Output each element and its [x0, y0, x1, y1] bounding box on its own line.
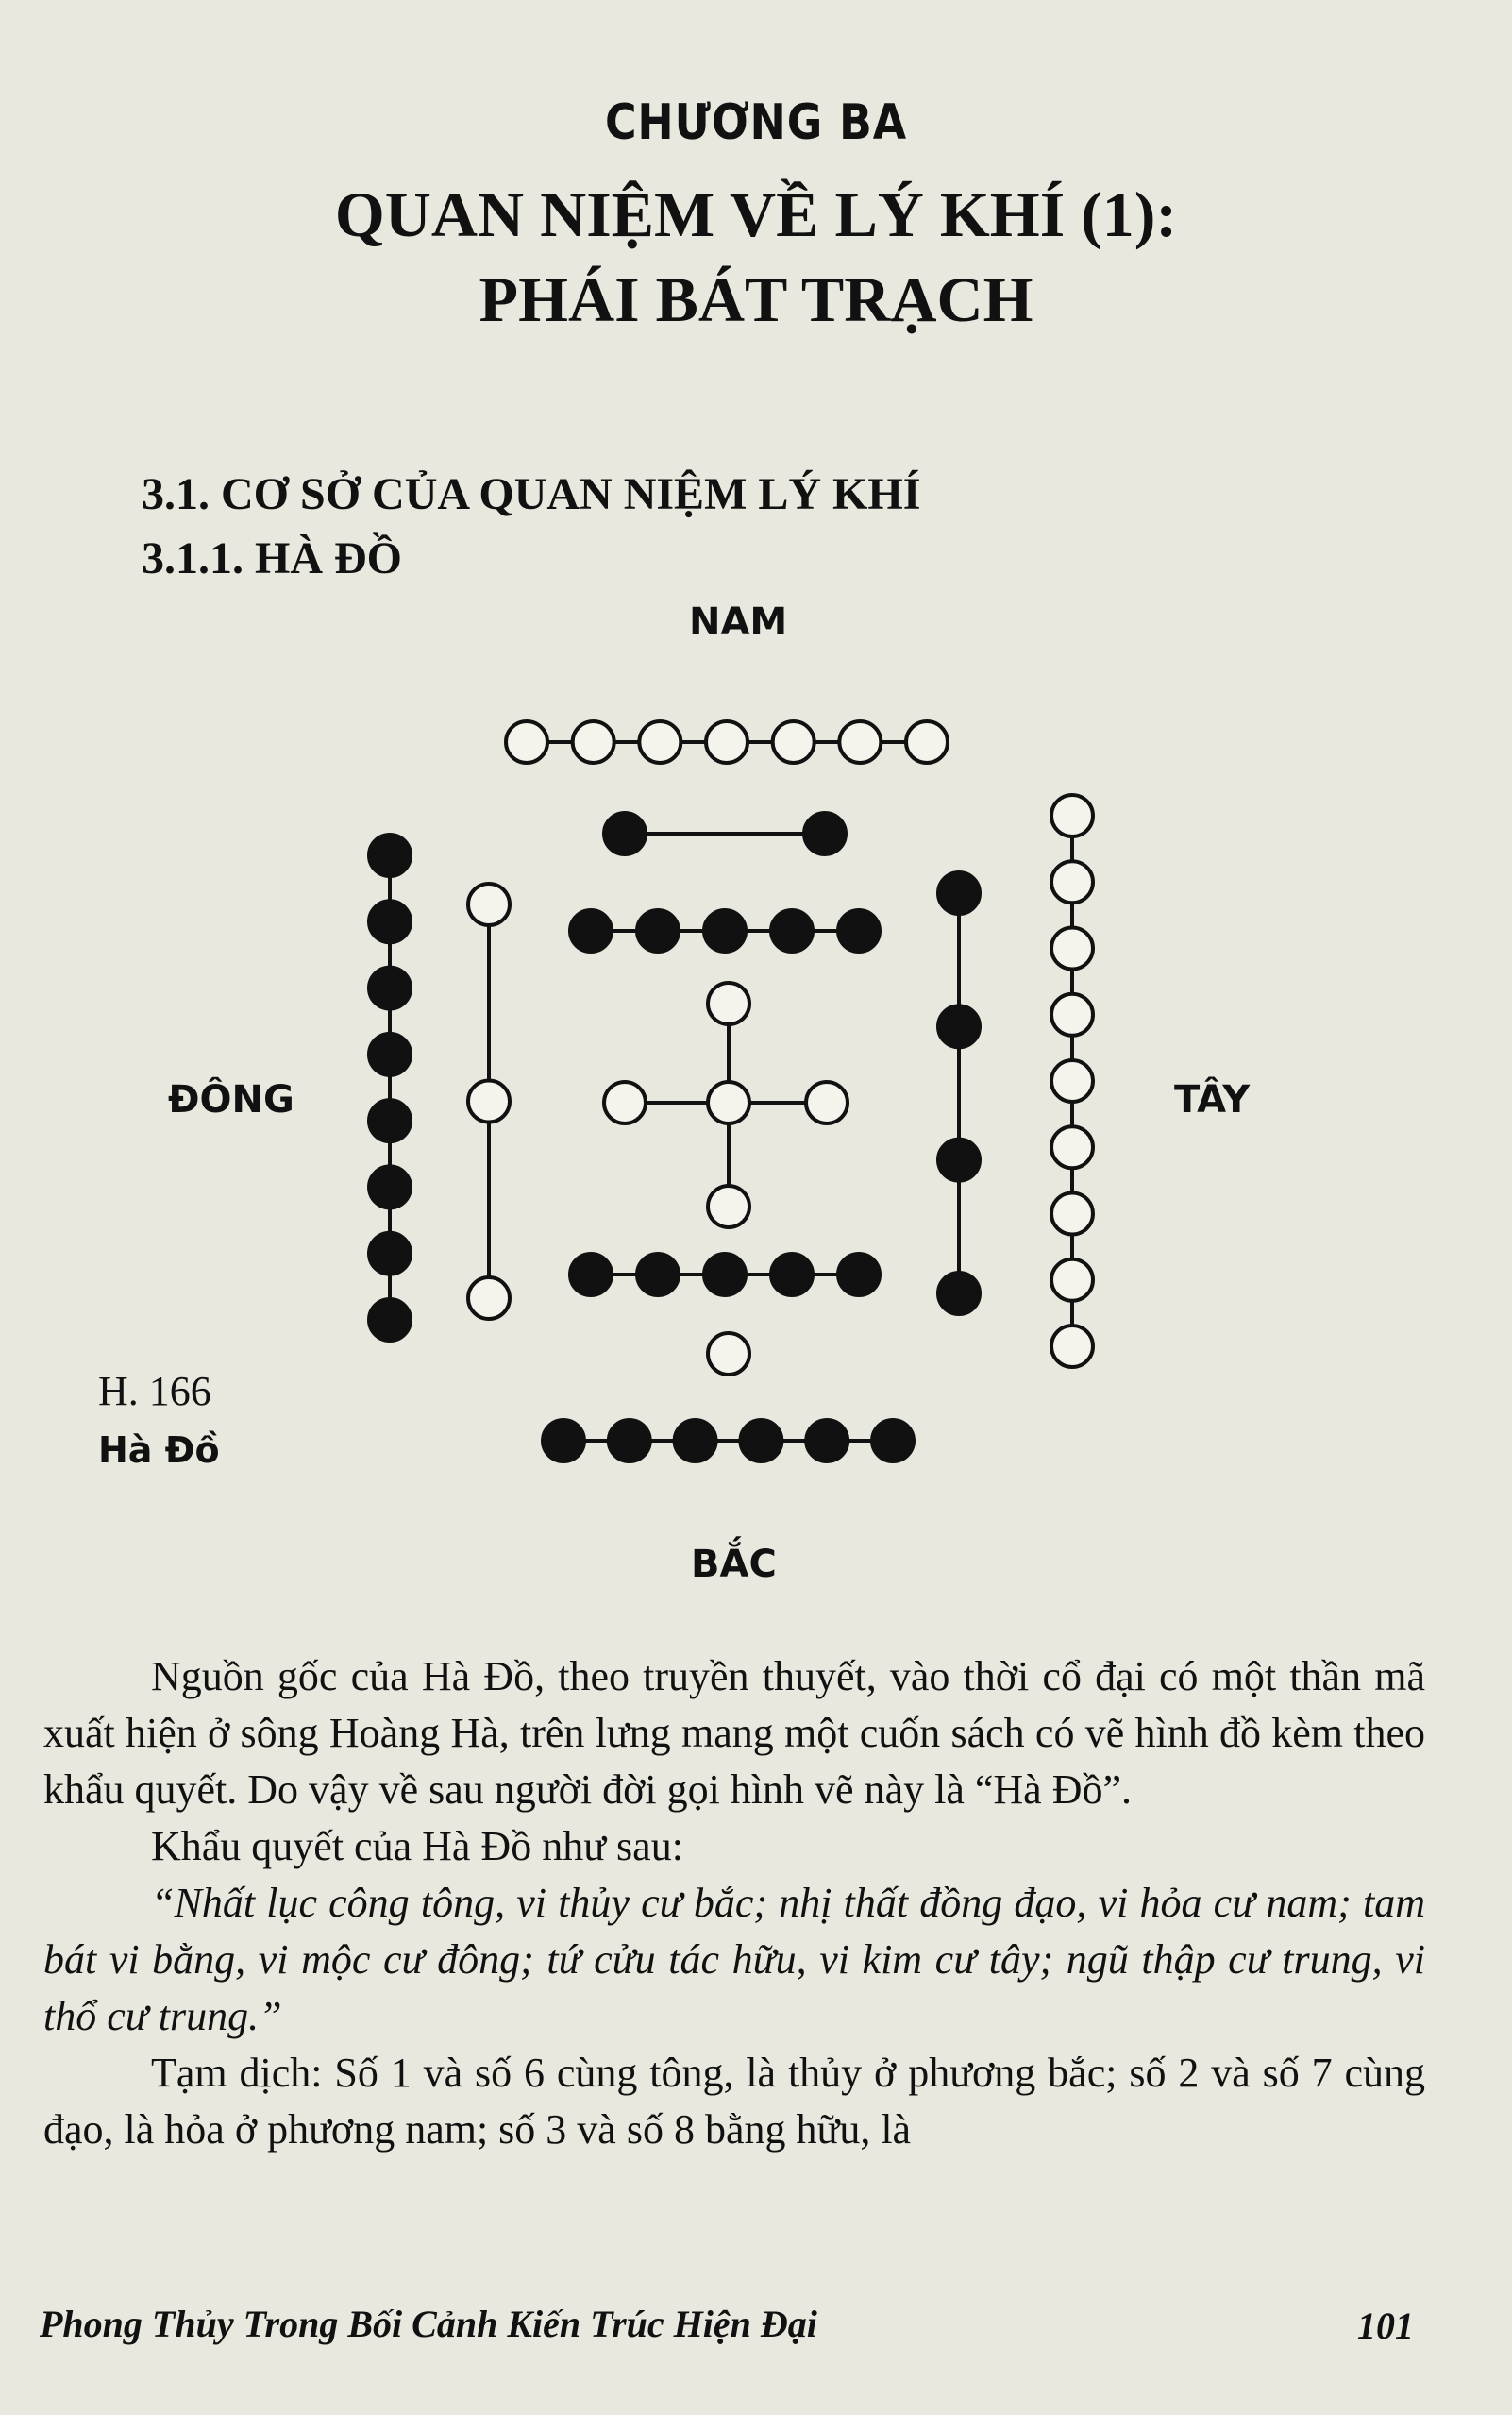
south-outer-row-dot [906, 721, 948, 763]
west-outer-column-dot [1051, 1259, 1093, 1301]
east-outer-column-dot [369, 968, 411, 1009]
south-inner-row-dot [804, 813, 846, 854]
west-outer-column-dot [1051, 795, 1093, 836]
body-text [43, 1648, 1425, 2158]
center-dot [708, 983, 749, 1024]
south-outer-row-dot [573, 721, 614, 763]
direction-label-south: NAM [689, 600, 788, 644]
chapter-title-line-1: QUAN NIỆM VỀ LÝ KHÍ (1): [334, 178, 1178, 250]
west-outer-column-dot [1051, 1060, 1093, 1102]
west-outer-column-dot [1051, 1193, 1093, 1235]
north-outer-row-dot [609, 1420, 650, 1461]
center-dot [708, 1082, 749, 1123]
south-outer-row-dot [773, 721, 815, 763]
north-outer-row-dot [806, 1420, 848, 1461]
center-upper-row-dot [637, 910, 679, 952]
center-upper-row-dot [704, 910, 746, 952]
center-lower-row-dot [637, 1254, 679, 1295]
west-outer-column-dot [1051, 994, 1093, 1036]
center-dot [708, 1186, 749, 1227]
east-outer-column-dot [369, 1034, 411, 1075]
east-outer-column-dot [369, 835, 411, 876]
east-outer-column-dot [369, 1233, 411, 1275]
center-upper-row-dot [838, 910, 880, 952]
figure-caption: Hà Đồ [98, 1429, 220, 1471]
paragraph-origin: Nguồn gốc của Hà Đồ, theo truyền thuyết, vào thời cổ đại có một thần mã xuất hiện ở sông Hoàng Hà, trên lưng mang một cuốn sách có vẽ hình đồ kèm theo khẩu quyết. Do vậy về sau người đời gọi hình vẽ này là “Hà Đồ”. [43, 1653, 1425, 1813]
north-outer-row-dot [740, 1420, 781, 1461]
west-inner-column-dot [938, 872, 980, 914]
south-outer-row-dot [706, 721, 748, 763]
paragraph-formula-intro: Khẩu quyết của Hà Đồ như sau: [151, 1823, 683, 1869]
center-lower-row-dot [704, 1254, 746, 1295]
center-lower-row-dot [570, 1254, 612, 1295]
center-upper-row-dot [771, 910, 813, 952]
chapter-title-line-2: PHÁI BÁT TRẠCH [479, 263, 1033, 335]
east-inner-column-dot [468, 1081, 510, 1123]
east-outer-column-dot [369, 1299, 411, 1341]
north-outer-row-dot [872, 1420, 914, 1461]
north-outer-row-dot [543, 1420, 584, 1461]
south-outer-row-dot [639, 721, 680, 763]
footer-book-title: Phong Thủy Trong Bối Cảnh Kiến Trúc Hiện Đại [40, 2303, 817, 2345]
paragraph-translation: Tạm dịch: Số 1 và số 6 cùng tông, là thủy ở phương bắc; số 2 và số 7 cùng đạo, là hỏa ở phương nam; số 3 và số 8 bằng hữu, là [43, 2050, 1425, 2153]
west-outer-column-dot [1051, 1326, 1093, 1367]
west-outer-column-dot [1051, 861, 1093, 903]
center-upper-row-dot [570, 910, 612, 952]
figure-number: H. 166 [98, 1368, 211, 1414]
page-number: 101 [1357, 2305, 1414, 2347]
east-inner-column-dot [468, 1277, 510, 1319]
center-lower-row-dot [771, 1254, 813, 1295]
east-outer-column-dot [369, 1166, 411, 1208]
chapter-label: CHƯƠNG BA [604, 94, 908, 151]
west-inner-column-dot [938, 1005, 980, 1047]
direction-label-north: BẮC [691, 1543, 777, 1586]
east-outer-column-dot [369, 901, 411, 942]
center-lower-row-dot [838, 1254, 880, 1295]
direction-label-west: TÂY [1174, 1078, 1251, 1122]
south-inner-row-dot [604, 813, 646, 854]
east-outer-column-dot [369, 1100, 411, 1141]
west-outer-column-dot [1051, 928, 1093, 970]
paragraph-formula-quote: “Nhất lục công tông, vi thủy cư bắc; nhị thất đồng đạo, vi hỏa cư nam; tam bát vi bằng, vi mộc cư đông; tứ cửu tác hữu, vi kim cư tây; ngũ thập cư trung, vi thổ cư trung.” [43, 1880, 1425, 2039]
south-outer-row-dot [506, 721, 547, 763]
center-dot [604, 1082, 646, 1123]
west-outer-column-dot [1051, 1126, 1093, 1168]
section-heading: 3.1. CƠ SỞ CỦA QUAN NIỆM LÝ KHÍ [142, 469, 921, 519]
north-outer-row-dot [675, 1420, 716, 1461]
direction-label-east: ĐÔNG [168, 1078, 294, 1122]
west-inner-column-dot [938, 1273, 980, 1314]
east-inner-column-dot [468, 884, 510, 925]
subsection-heading: 3.1.1. HÀ ĐỒ [142, 533, 402, 583]
west-inner-column-dot [938, 1140, 980, 1181]
north-inner-dot [708, 1333, 749, 1375]
south-outer-row-dot [839, 721, 881, 763]
center-dot [806, 1082, 848, 1123]
